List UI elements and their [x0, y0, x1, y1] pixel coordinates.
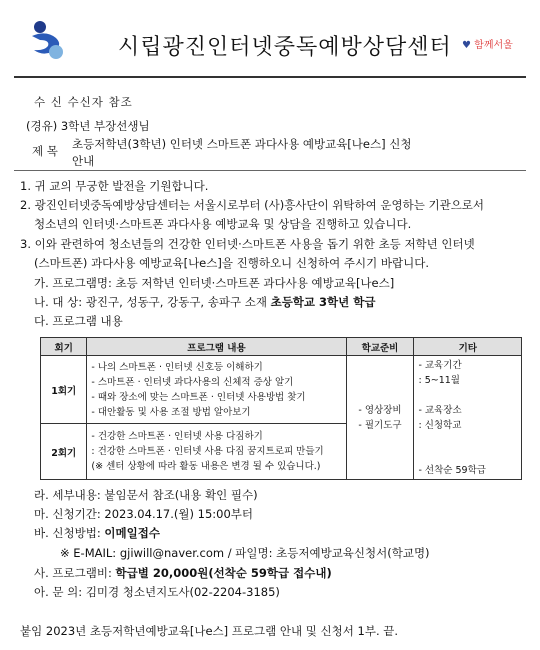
- item-ba-method: 이메일접수: [104, 526, 160, 540]
- paragraph-3-line-2: (스마트폰) 과다사용 예방교육[나e스]을 진행하오니 신청하여 주시기 바랍니다.: [34, 256, 429, 270]
- paragraph-2-line-2: 청소년의 인터넷·스마트폰 과다사용 예방교육 및 상담을 진행하고 있습니다.: [34, 217, 412, 231]
- header-misc: 기타: [414, 338, 522, 356]
- misc-line: - 선착순 59학급: [418, 464, 486, 476]
- partner-logo-text: 함께서울: [474, 40, 513, 51]
- program-table: [40, 337, 522, 480]
- recipient-line: 수 신 수신자 참조: [34, 95, 133, 109]
- misc-line: [418, 448, 517, 463]
- subject-line-2: 안내: [72, 154, 95, 168]
- partner-logo: [462, 36, 522, 54]
- header-round: 회기: [41, 338, 87, 356]
- item-ba-text: 바. 신청방법:: [34, 526, 105, 540]
- item-na-target: 초등학교 3학년 학급: [270, 295, 376, 309]
- round-1: 1회기: [41, 356, 87, 424]
- attachment-line: 붙임 2023년 초등저학년예방교육[나e스] 프로그램 안내 및 신청서 1부. 끝.: [20, 624, 399, 638]
- item-na: [34, 294, 375, 310]
- list-item: - 스마트폰 · 인터넷 과다사용의 신체적 증상 알기: [91, 376, 294, 388]
- list-item: - 때와 장소에 맞는 스마트폰 · 인터넷 사용방법 찾기: [91, 391, 306, 403]
- item-sa-text: 사. 프로그램비:: [34, 566, 116, 580]
- misc-line: - 교육기간: [418, 359, 462, 371]
- round-2-content: [87, 424, 346, 480]
- subject-line-1: 초등저학년(3학년) 인터넷 스마트폰 과다사용 예방교육[나e스] 신청: [72, 137, 412, 151]
- item-ga: 가. 프로그램명: 초등 저학년 인터넷·스마트폰 과다사용 예방교육[나e스]: [34, 276, 395, 290]
- round-2: 2회기: [41, 424, 87, 480]
- item-na-text: 나. 대 상: 광진구, 성동구, 강동구, 송파구 소재: [34, 295, 271, 309]
- header-divider: [14, 76, 526, 78]
- subject-divider: [14, 170, 526, 171]
- misc-line: : 5~11월: [418, 374, 460, 386]
- school-prep: [346, 356, 414, 480]
- misc-line: - 교육장소: [418, 404, 462, 416]
- round-1-content: [87, 356, 346, 424]
- org-title: 시립광진인터넷중독예방상담센터: [118, 35, 452, 60]
- prep-item: - 필기도구: [358, 419, 402, 431]
- item-ba: [34, 525, 160, 541]
- list-item: - 건강한 스마트폰 · 인터넷 사용 다짐하기: [91, 431, 263, 442]
- via-line: (경유) 3학년 부장선생님: [26, 119, 150, 133]
- center-logo-icon: [26, 18, 70, 62]
- misc-line: : 신청학교: [418, 419, 462, 431]
- misc-line: [418, 433, 517, 448]
- misc-line: [418, 388, 517, 403]
- item-ra: 라. 세부내용: 붙임문서 참조(내용 확인 필수): [34, 488, 258, 502]
- item-a: 아. 문 의: 김미경 청소년지도사(02-2204-3185): [34, 585, 280, 599]
- list-item: (※ 센터 상황에 따라 활동 내용은 변경 될 수 있습니다.): [91, 461, 321, 472]
- header-prep: 학교준비: [346, 338, 414, 356]
- list-item: - 대안활동 및 사용 조절 방법 알아보기: [91, 406, 251, 418]
- list-item: - 나의 스마트폰 · 인터넷 신호등 이해하기: [91, 361, 263, 373]
- prep-item: - 영상장비: [358, 404, 402, 416]
- subject-label: 제 목: [32, 144, 58, 158]
- paragraph-2-line-1: 2. 광진인터넷중독예방상담센터는 서울시로부터 (사)흥사단이 위탁하여 운영하는 기관으로서: [20, 198, 485, 212]
- list-item: : 건강한 스마트폰 · 인터넷 사용 다짐 꿈지트로피 만들기: [91, 446, 324, 457]
- email-line: ※ E-MAIL: gjiwill@naver.com / 파일명: 초등저예방교육신청서(학교명): [60, 546, 430, 560]
- paragraph-1: 1. 귀 교의 무궁한 발전을 기원합니다.: [20, 179, 209, 193]
- misc-info: [414, 356, 522, 480]
- table-row: [41, 356, 522, 424]
- paragraph-3-line-1: 3. 이와 관련하여 청소년들의 건강한 인터넷·스마트폰 사용을 돕기 위한 초등 저학년 인터넷: [20, 237, 475, 251]
- item-sa: [34, 565, 332, 581]
- heart-icon: ♥: [462, 40, 471, 51]
- item-ma: 마. 신청기간: 2023.04.17.(월) 15:00부터: [34, 507, 253, 521]
- header-content: 프로그램 내용: [87, 338, 346, 356]
- table-header-row: [41, 338, 522, 356]
- item-da: 다. 프로그램 내용: [34, 314, 123, 328]
- item-sa-fee: 학급별 20,000원(선착순 59학급 접수내): [115, 566, 332, 580]
